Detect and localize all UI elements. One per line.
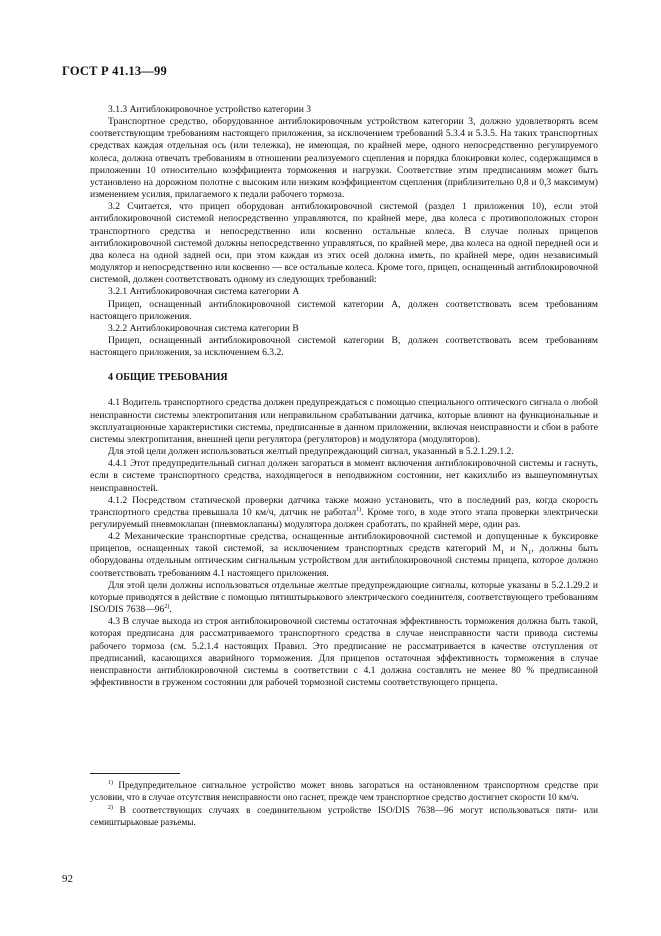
document-header: ГОСТ Р 41.13—99 (62, 64, 167, 78)
footnote-1: $^{1)}$ Предупредительное сигнальное устройство может вновь загораться на остановленном транспортном средстве при условии, что в случае отсутствия неисправности оно гаснет, прежде чем транспортное средство достигнет скорости 10 км/ч. (90, 779, 598, 802)
paragraph-4-2-signals: Для этой цели должны использоваться отдельные желтые предупреждающие сигналы, которые указаны в 5.2.1.29.2 и которые приводятся в действие с помощью пятиштырькового электрического соединителя, соответствующего требованиям ISO/DIS 7638—96$^{2)}$. (90, 579, 598, 616)
footnote-separator (90, 773, 180, 774)
footnote-ref-1: 1) (356, 506, 362, 513)
footnotes (90, 780, 598, 830)
section-heading: 4 ОБЩИЕ ТРЕБОВАНИЯ (108, 372, 228, 384)
paragraph-3-2-2-heading: 3.2.2 Антиблокировочная система категории В (108, 322, 299, 334)
paragraph-4-4-1: 4.4.1 Этот предупредительный сигнал должен загораться в момент включения антиблокировочной системы и гаснуть, если в системе транспортного средства, находящегося в неподвижном состоянии, нет какихлибо из вышеупомянутых неисправностей. (90, 458, 598, 494)
paragraph-3-2-1-text: Прицеп, оснащенный антиблокировочной системой категории А, должен соответствовать всем требованиям настоящего приложения. (90, 298, 598, 322)
paragraph-4-3: 4.3 В случае выхода из строя антиблокировочной системы остаточная эффективность торможения должна быть такой, которая предписана для рассматриваемого транспортного средства в случае неисправности части привода системы рабочего тормоза (см. 5.2.1.4 настоящих Правил. Это предписание не рассматривается в качестве отступления от предписаний, касающихся аварийного торможения. Для прицепов остаточная эффективность торможения в случае неисправности антиблокировочной системы в соответствии с 4.1 должна составлять не менее 80 % предписанной эффективности в груженом состоянии для рабочей тормозной системы соответствующего прицепа. (90, 616, 598, 689)
paragraph-4-1-signal: Для этой цели должен использоваться желтый предупреждающий сигнал, указанный в 5.2.1.29.1.2. (108, 446, 514, 458)
paragraph-4-2: 4.2 Механические транспортные средства, оснащенные антиблокировочной системой и допущенные к буксировке прицепов, оснащенных такой системой, за исключением транспортных средств категорий $M_1$ и $N_1$, должны быть оборудованы отдельным оптическим сигнальным устройством для антиблокировочной системы прицепа, которое должно соответствовать требованиям 4.1 настоящего приложения. (90, 531, 599, 579)
paragraph-3-2: 3.2 Считается, что прицеп оборудован антиблокировочной системой (раздел 1 приложения 10), если этой антиблокировочной системой непосредственно управляются, по крайней мере, два колеса с противоположных сторон транспортного средства и непосредственно или косвенно остальные колеса. В случае полных прицепов антиблокировочной системой должны непосредственно управляться, по крайней мере, два колеса на одной передней оси и два колеса на одной задней оси, при этом каждая из этих осей должна иметь, по крайней мере, один независимый модулятор и непосредственно или косвенно — все остальные колеса. Кроме того, прицеп, оснащенный антиблокировочной системой, должен соответствовать одному из следующих требований: (90, 201, 598, 286)
page-number: 92 (62, 873, 73, 885)
paragraph-3-2-1-heading: 3.2.1 Антиблокировочная система категории А (108, 286, 300, 298)
footnote-2: $^{2)}$ В соответствующих случаях в соединительном устройстве ISO/DIS 7638—96 могут использоваться пяти- или семиштырьковые разъемы. (90, 805, 598, 827)
paragraph-3-1-3-heading: 3.1.3 Антиблокировочное устройство категории 3 (108, 104, 312, 115)
paragraph-4-1-2: 4.1.2 Посредством статической проверки датчика также можно установить, что в последний раз, когда скорость транспортного средства превышала 10 км/ч, датчик не работал$^{1)}$. Кроме того, в ходе этого этапа проверки электрически регулируемый пневмоклапан (пневмоклапаны) модулятора должен сработать, по крайней мере, один раз. (90, 494, 598, 530)
document-body (90, 104, 598, 689)
paragraph-3-2-2-text: Прицеп, оснащенный антиблокировочной системой категории В, должен соответствовать всем требованиям настоящего приложения, за исключением 6.3.2. (90, 334, 598, 359)
paragraph-4-1: 4.1 Водитель транспортного средства должен предупреждаться с помощью специального оптического сигнала о любой неисправности системы электропитания или неправильном срабатывании датчика, которые влияют на функциональные и эксплуатационные характеристики системы, предписанные в данном приложении, включая неисправности и сбои в работе системы электропитания, внешней цепи регулятора (регуляторов) и модулятора (модуляторов). (90, 397, 598, 445)
paragraph-3-1-3-text: Транспортное средство, оборудованное антиблокировочным устройством категории 3, должно удовлетворять всем соответствующим требованиям настоящего приложения, за исключением требований 5.3.4 и 5.3.5. На таких транспортных средствах каждая отдельная ось (или тележка), не имеющая, по крайней мере, одного непосредственно регулируемого колеса, должна отвечать требованиям в отношении реализуемого сцепления и порядка блокировки колес, содержащимся в приложении 10 относительно коэффициента торможения и нагрузки. Соответствие этим предписаниям может быть установлено на дорожном полотне с высоким или низким коэффициентом сцепления (приблизительно 0,8 и 0,3 максимум) изменением усилия, прилагаемого к педали рабочего тормоза. (90, 116, 598, 201)
footnote-ref-2: 2) (164, 603, 170, 610)
